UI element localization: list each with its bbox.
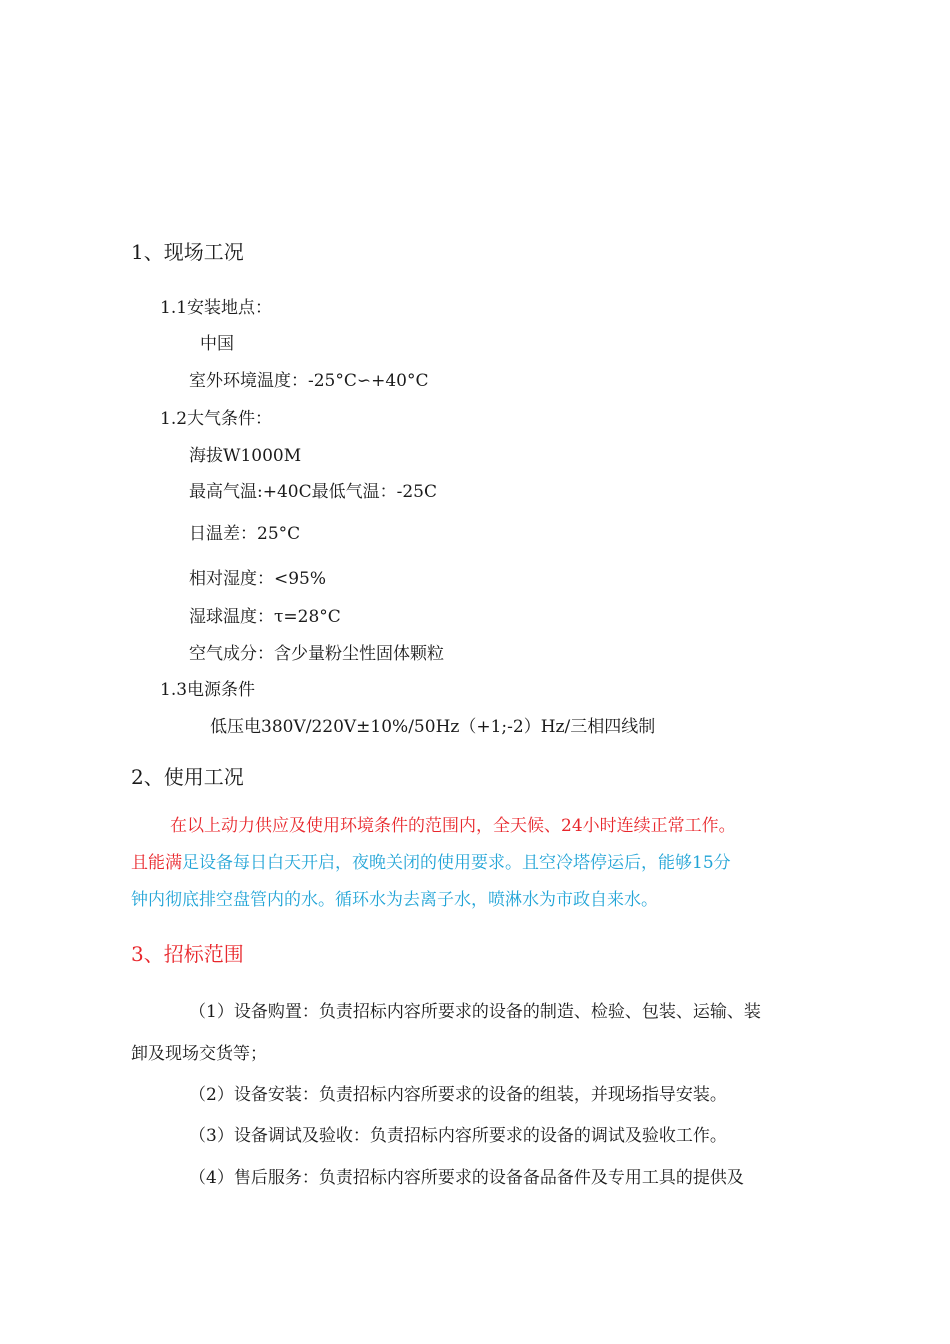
subsection-1-3-label: 1.3电源条件	[160, 680, 256, 700]
air-composition-text: 空气成分：含少量粉尘性固体颗粒	[189, 644, 444, 664]
daily-diff-text: 日温差：25°C	[189, 524, 301, 544]
scope-item-4: （4）售后服务：负责招标内容所要求的设备备品备件及专用工具的提供及	[189, 1168, 744, 1188]
subsection-1-1-label: 1.1安装地点：	[160, 298, 273, 318]
usage-line-1: 在以上动力供应及使用环境条件的范围内，全天候、24小时连续正常工作。	[170, 816, 736, 836]
usage-line-3: 钟内彻底排空盘管内的水。循环水为去离子水，喷淋水为市政自来水。	[131, 890, 658, 910]
power-text: 低压电380V/220V±10%/50Hz（+1;-2）Hz/三相四线制	[210, 717, 656, 737]
section-3-heading: 3、招标范围	[131, 942, 244, 966]
usage-line-2	[131, 851, 731, 875]
scope-item-2: （2）设备安装：负责招标内容所要求的设备的组装，并现场指导安装。	[189, 1085, 727, 1105]
temp-range-text: 最高气温:+40C最低气温：-25C	[189, 482, 437, 502]
section-1-heading: 1、现场工况	[131, 240, 244, 264]
scope-item-3: （3）设备调试及验收：负责招标内容所要求的设备的调试及验收工作。	[189, 1126, 727, 1146]
section-2-heading: 2、使用工况	[131, 765, 244, 789]
scope-item-1: （1）设备购置：负责招标内容所要求的设备的制造、检验、包装、运输、装	[189, 1002, 761, 1022]
usage-line-2-red: 且能满	[131, 853, 182, 873]
outdoor-temp-text: 室外环境温度：-25°C∽+40°C	[189, 371, 429, 391]
scope-item-1-cont: 卸及现场交货等；	[131, 1044, 267, 1064]
wet-bulb-text: 湿球温度：τ=28°C	[189, 607, 341, 627]
usage-line-2-cyan: 足设备每日白天开启，夜晚关闭的使用要求。且空冷塔停运后，能够15分	[182, 853, 731, 873]
humidity-text: 相对湿度：<95%	[189, 569, 327, 589]
location-text: 中国	[200, 334, 234, 354]
subsection-1-2-label: 1.2大气条件：	[160, 409, 273, 429]
altitude-text: 海拔W1000M	[189, 446, 302, 466]
